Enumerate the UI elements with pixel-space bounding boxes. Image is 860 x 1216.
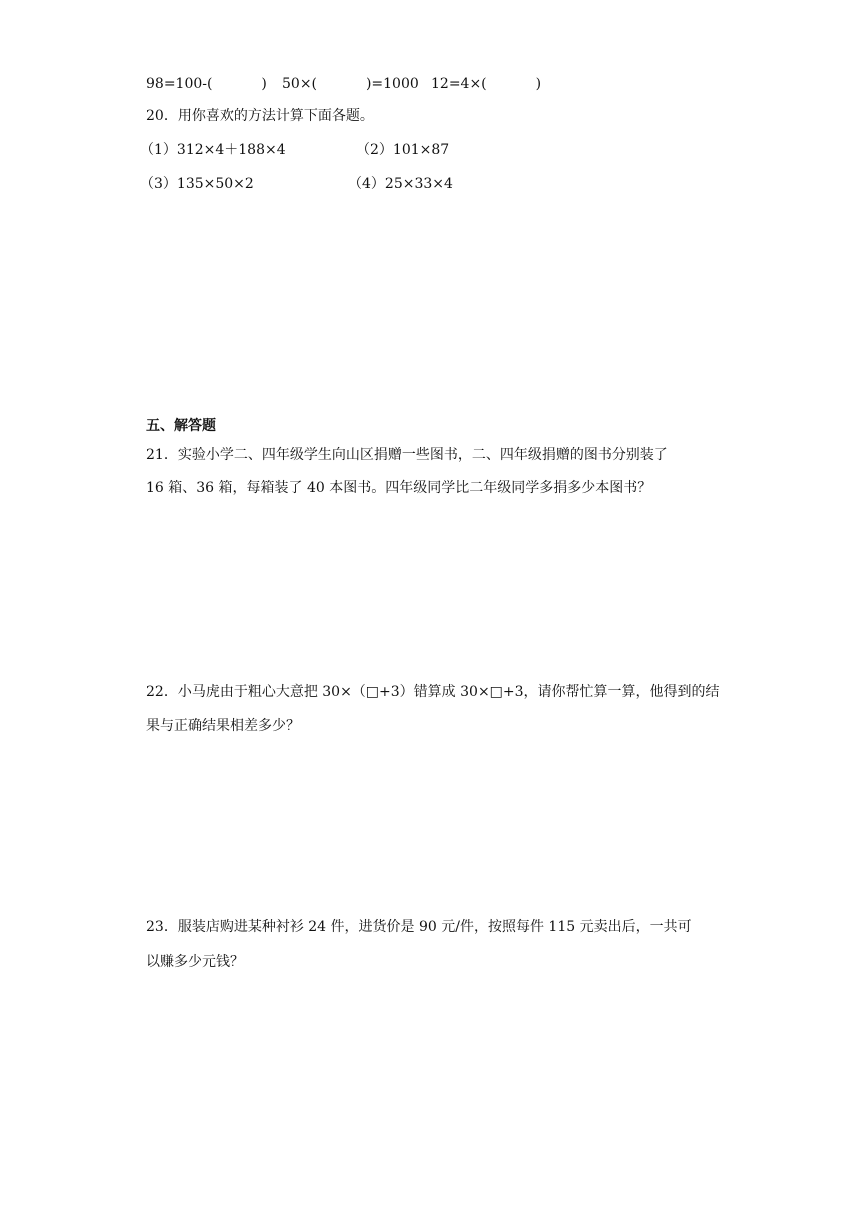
- section-title: 五、解答题: [146, 418, 216, 434]
- fill-blank-equation-2: 50×( )=1000: [282, 76, 419, 92]
- question-20-item-3: （3）135×50×2: [140, 176, 254, 192]
- question-23-line-2: 以赚多少元钱？: [146, 954, 244, 970]
- question-22-line-2: 果与正确结果相差多少？: [146, 718, 300, 734]
- question-22-line-1: 22．小马虎由于粗心大意把 30×（□+3）错算成 30×□+3，请你帮忙算一算，他得到的结: [146, 684, 720, 700]
- question-21-line-1: 21．实验小学二、四年级学生向山区捐赠一些图书，二、四年级捐赠的图书分别装了: [146, 447, 668, 463]
- fill-blank-equation-3: 12=4×( ): [431, 76, 542, 92]
- fill-blank-equation-1: 98=100-( ): [146, 76, 267, 92]
- question-21-line-2: 16 箱、36 箱，每箱装了 40 本图书。四年级同学比二年级同学多捐多少本图书？: [146, 480, 652, 496]
- question-20-prompt: 20．用你喜欢的方法计算下面各题。: [146, 108, 374, 124]
- question-20-item-1: （1）312×4＋188×4: [140, 142, 286, 158]
- question-20-item-2: （2）101×87: [356, 142, 450, 158]
- question-20-item-4: （4）25×33×4: [348, 176, 453, 192]
- question-23-line-1: 23．服装店购进某种衬衫 24 件，进货价是 90 元/件，按照每件 115 元卖出后，一共可: [146, 919, 692, 935]
